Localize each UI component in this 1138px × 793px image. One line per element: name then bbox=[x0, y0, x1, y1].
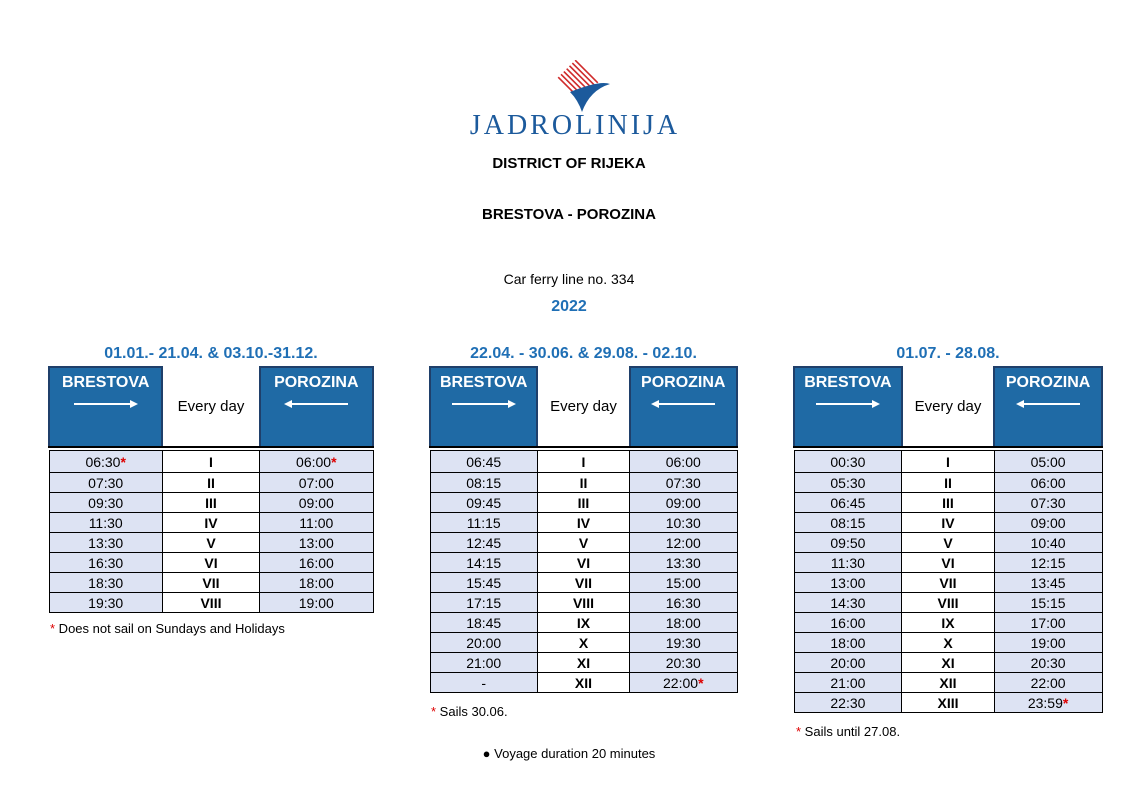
table-row bbox=[794, 553, 1102, 573]
voyage-number: VIII bbox=[537, 593, 629, 613]
voyage-number: VIII bbox=[902, 593, 994, 613]
porozina-time: 06:00 bbox=[994, 473, 1102, 493]
porozina-time: 09:00 bbox=[630, 493, 737, 513]
voyage-number: VI bbox=[537, 553, 629, 573]
porozina-time: 06:00* bbox=[260, 451, 373, 473]
voyage-number: IX bbox=[537, 613, 629, 633]
porozina-time: 22:00* bbox=[630, 673, 737, 693]
voyage-number: XI bbox=[902, 653, 994, 673]
note-3: * Sails until 27.08. bbox=[796, 724, 901, 739]
porozina-time: 12:15 bbox=[994, 553, 1102, 573]
every-day-header: Every day bbox=[902, 367, 994, 447]
table-row bbox=[430, 633, 737, 653]
brestova-time: 09:50 bbox=[794, 533, 902, 553]
voyage-number: II bbox=[162, 473, 259, 493]
table-row bbox=[794, 513, 1102, 533]
table-row bbox=[794, 473, 1102, 493]
district-title: DISTRICT OF RIJEKA bbox=[492, 155, 646, 172]
brand-name: JADROLINIJA bbox=[469, 110, 681, 141]
table-row bbox=[49, 451, 373, 473]
voyage-number: V bbox=[162, 533, 259, 553]
brestova-header: BRESTOVA bbox=[794, 367, 902, 447]
table-row bbox=[430, 573, 737, 593]
brestova-time: 11:30 bbox=[49, 513, 162, 533]
porozina-time: 07:30 bbox=[994, 493, 1102, 513]
arrow-left-icon bbox=[631, 399, 736, 409]
arrow-left-icon bbox=[995, 399, 1101, 409]
porozina-time: 16:30 bbox=[630, 593, 737, 613]
table-row bbox=[794, 493, 1102, 513]
brestova-header: BRESTOVA bbox=[49, 367, 162, 447]
porozina-time: 13:00 bbox=[260, 533, 373, 553]
table-row bbox=[430, 653, 737, 673]
brestova-time: 00:30 bbox=[794, 451, 902, 473]
line-number: Car ferry line no. 334 bbox=[503, 271, 635, 287]
porozina-time: 22:00 bbox=[994, 673, 1102, 693]
voyage-number: IV bbox=[902, 513, 994, 533]
table-row bbox=[794, 573, 1102, 593]
year: 2022 bbox=[551, 298, 587, 315]
brestova-header: BRESTOVA bbox=[430, 367, 537, 447]
table-row bbox=[430, 593, 737, 613]
voyage-number: II bbox=[902, 473, 994, 493]
brestova-time: 14:30 bbox=[794, 593, 902, 613]
porozina-time: 19:00 bbox=[994, 633, 1102, 653]
porozina-time: 19:30 bbox=[630, 633, 737, 653]
porozina-header: POROZINA bbox=[630, 367, 737, 447]
table-row bbox=[794, 673, 1102, 693]
voyage-number: VII bbox=[537, 573, 629, 593]
porozina-time: 07:30 bbox=[630, 473, 737, 493]
arrow-right-icon bbox=[795, 399, 901, 409]
table-row bbox=[794, 653, 1102, 673]
porozina-time: 12:00 bbox=[630, 533, 737, 553]
table-row bbox=[49, 573, 373, 593]
table-row bbox=[49, 473, 373, 493]
brestova-time: 15:45 bbox=[430, 573, 537, 593]
voyage-number: X bbox=[537, 633, 629, 653]
brestova-time: 21:00 bbox=[430, 653, 537, 673]
voyage-number: V bbox=[902, 533, 994, 553]
table-row bbox=[794, 593, 1102, 613]
arrow-right-icon bbox=[431, 399, 536, 409]
brestova-time: 06:45 bbox=[430, 451, 537, 473]
porozina-time: 13:45 bbox=[994, 573, 1102, 593]
period-2-title: 22.04. - 30.06. & 29.08. - 02.10. bbox=[470, 345, 697, 362]
voyage-number: VII bbox=[902, 573, 994, 593]
voyage-number: I bbox=[902, 451, 994, 473]
brestova-time: 14:15 bbox=[430, 553, 537, 573]
arrow-left-icon bbox=[261, 399, 372, 409]
table-row bbox=[49, 493, 373, 513]
porozina-time: 11:00 bbox=[260, 513, 373, 533]
brestova-time: 22:30 bbox=[794, 693, 902, 713]
note-2: * Sails 30.06. bbox=[431, 704, 508, 719]
voyage-number: III bbox=[162, 493, 259, 513]
every-day-header: Every day bbox=[162, 367, 259, 447]
brestova-time: 19:30 bbox=[49, 593, 162, 613]
arrow-right-icon bbox=[50, 399, 161, 409]
timetable-1 bbox=[48, 366, 374, 613]
timetable-3 bbox=[793, 366, 1103, 713]
porozina-time: 09:00 bbox=[994, 513, 1102, 533]
brestova-time: 06:30* bbox=[49, 451, 162, 473]
brestova-time: 12:45 bbox=[430, 533, 537, 553]
porozina-time: 15:15 bbox=[994, 593, 1102, 613]
porozina-time: 18:00 bbox=[630, 613, 737, 633]
porozina-time: 17:00 bbox=[994, 613, 1102, 633]
porozina-time: 07:00 bbox=[260, 473, 373, 493]
table-row bbox=[430, 553, 737, 573]
porozina-header: POROZINA bbox=[260, 367, 373, 447]
brestova-time: 11:15 bbox=[430, 513, 537, 533]
table-row bbox=[430, 673, 737, 693]
table-row bbox=[430, 613, 737, 633]
voyage-number: VI bbox=[162, 553, 259, 573]
porozina-time: 06:00 bbox=[630, 451, 737, 473]
voyage-number: XII bbox=[537, 673, 629, 693]
table-row bbox=[430, 451, 737, 473]
period-3-title: 01.07. - 28.08. bbox=[896, 345, 1000, 362]
brestova-time: 13:00 bbox=[794, 573, 902, 593]
table-row bbox=[430, 513, 737, 533]
voyage-number: I bbox=[537, 451, 629, 473]
brestova-time: 05:30 bbox=[794, 473, 902, 493]
voyage-number: IV bbox=[537, 513, 629, 533]
route-title: BRESTOVA - POROZINA bbox=[482, 206, 656, 223]
table-row bbox=[49, 533, 373, 553]
voyage-number: XII bbox=[902, 673, 994, 693]
brestova-time: 18:30 bbox=[49, 573, 162, 593]
brestova-time: 09:45 bbox=[430, 493, 537, 513]
brestova-time: 18:00 bbox=[794, 633, 902, 653]
porozina-time: 13:30 bbox=[630, 553, 737, 573]
voyage-number: X bbox=[902, 633, 994, 653]
brestova-time: 20:00 bbox=[794, 653, 902, 673]
porozina-time: 20:30 bbox=[994, 653, 1102, 673]
porozina-time: 18:00 bbox=[260, 573, 373, 593]
voyage-number: VI bbox=[902, 553, 994, 573]
table-row bbox=[49, 593, 373, 613]
brestova-time: 11:30 bbox=[794, 553, 902, 573]
brestova-time: 07:30 bbox=[49, 473, 162, 493]
voyage-number: VIII bbox=[162, 593, 259, 613]
brestova-time: 08:15 bbox=[794, 513, 902, 533]
voyage-duration: ● Voyage duration 20 minutes bbox=[482, 746, 656, 761]
table-row bbox=[794, 451, 1102, 473]
brestova-time: 16:30 bbox=[49, 553, 162, 573]
table-row bbox=[794, 533, 1102, 553]
table-row bbox=[794, 693, 1102, 713]
porozina-time: 09:00 bbox=[260, 493, 373, 513]
table-row bbox=[794, 613, 1102, 633]
voyage-number: II bbox=[537, 473, 629, 493]
porozina-time: 05:00 bbox=[994, 451, 1102, 473]
voyage-number: I bbox=[162, 451, 259, 473]
voyage-number: IX bbox=[902, 613, 994, 633]
porozina-time: 10:30 bbox=[630, 513, 737, 533]
brestova-time: 18:45 bbox=[430, 613, 537, 633]
porozina-time: 10:40 bbox=[994, 533, 1102, 553]
table-row bbox=[49, 553, 373, 573]
porozina-time: 19:00 bbox=[260, 593, 373, 613]
brestova-time: 20:00 bbox=[430, 633, 537, 653]
brestova-time: 06:45 bbox=[794, 493, 902, 513]
voyage-number: III bbox=[902, 493, 994, 513]
table-row bbox=[430, 493, 737, 513]
brestova-time: 21:00 bbox=[794, 673, 902, 693]
note-1: * Does not sail on Sundays and Holidays bbox=[50, 621, 285, 636]
brestova-time: - bbox=[430, 673, 537, 693]
brestova-time: 09:30 bbox=[49, 493, 162, 513]
brestova-time: 13:30 bbox=[49, 533, 162, 553]
every-day-header: Every day bbox=[537, 367, 629, 447]
voyage-number: IV bbox=[162, 513, 259, 533]
porozina-time: 23:59* bbox=[994, 693, 1102, 713]
brestova-time: 17:15 bbox=[430, 593, 537, 613]
porozina-time: 15:00 bbox=[630, 573, 737, 593]
timetable-2 bbox=[429, 366, 738, 693]
brestova-time: 16:00 bbox=[794, 613, 902, 633]
period-1-title: 01.01.- 21.04. & 03.10.-31.12. bbox=[104, 345, 318, 362]
voyage-number: XI bbox=[537, 653, 629, 673]
porozina-time: 20:30 bbox=[630, 653, 737, 673]
voyage-number: V bbox=[537, 533, 629, 553]
brestova-time: 08:15 bbox=[430, 473, 537, 493]
porozina-time: 16:00 bbox=[260, 553, 373, 573]
voyage-number: XIII bbox=[902, 693, 994, 713]
table-row bbox=[794, 633, 1102, 653]
porozina-header: POROZINA bbox=[994, 367, 1102, 447]
table-row bbox=[430, 473, 737, 493]
voyage-number: III bbox=[537, 493, 629, 513]
voyage-number: VII bbox=[162, 573, 259, 593]
table-row bbox=[430, 533, 737, 553]
table-row bbox=[49, 513, 373, 533]
